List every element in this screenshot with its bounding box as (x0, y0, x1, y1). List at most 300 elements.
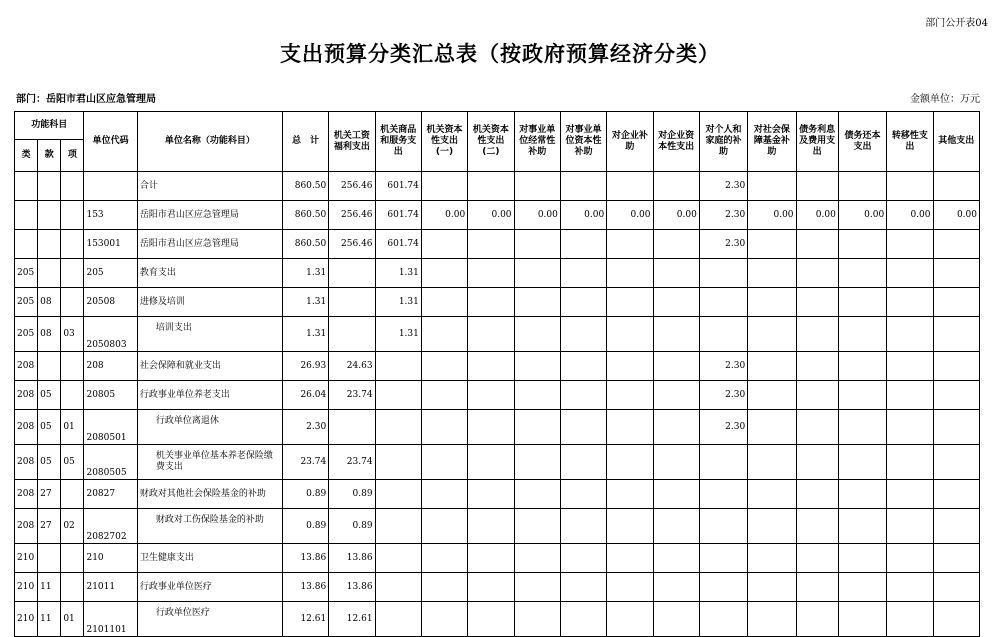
cell-value (607, 381, 653, 410)
cell-value: 256.46 (329, 201, 375, 230)
cell-value: 0.00 (421, 201, 467, 230)
cell-value (887, 352, 933, 381)
cell-value: 256.46 (329, 172, 375, 201)
cell-value (607, 544, 653, 573)
cell-value (607, 445, 653, 480)
cell-value (933, 317, 980, 352)
cell-value (421, 602, 467, 637)
cell-value (838, 288, 886, 317)
cell-value (838, 259, 886, 288)
cell-value: 0.00 (514, 201, 560, 230)
cell-value (329, 288, 375, 317)
cell-unit-code: 210 (84, 544, 137, 573)
cell-value (748, 544, 796, 573)
cell-value (748, 288, 796, 317)
cell-value (421, 259, 467, 288)
cell-xiang (61, 230, 84, 259)
cell-value (560, 352, 606, 381)
cell-kuan: 27 (38, 509, 61, 544)
cell-value (560, 445, 606, 480)
department-label: 部门：岳阳市君山区应急管理局 (16, 94, 156, 105)
table-row (15, 509, 980, 544)
cell-value (933, 259, 980, 288)
cell-lei (15, 201, 38, 230)
cell-value (699, 544, 747, 573)
cell-value (514, 410, 560, 445)
cell-unit-name: 教育支出 (137, 259, 282, 288)
cell-value: 13.86 (329, 544, 375, 573)
cell-value (933, 381, 980, 410)
cell-value (887, 445, 933, 480)
header-col: 对事业单位资本性补助 (560, 112, 606, 172)
expenditure-table (14, 111, 980, 637)
cell-value (653, 573, 699, 602)
cell-value: 2.30 (699, 352, 747, 381)
cell-value (468, 288, 514, 317)
cell-kuan: 08 (38, 288, 61, 317)
cell-value (375, 480, 421, 509)
cell-kuan: 11 (38, 602, 61, 637)
cell-value (468, 544, 514, 573)
cell-value (468, 410, 514, 445)
cell-value (653, 544, 699, 573)
form-number: 部门公开表04 (925, 18, 988, 29)
cell-value (421, 288, 467, 317)
cell-value (514, 317, 560, 352)
cell-kuan: 08 (38, 317, 61, 352)
cell-value (796, 544, 838, 573)
cell-unit-name: 行政单位离退休 (137, 410, 282, 445)
cell-value (748, 352, 796, 381)
cell-value (421, 480, 467, 509)
cell-value: 0.00 (887, 201, 933, 230)
cell-value (607, 352, 653, 381)
header-unit-name: 单位名称（功能科目） (137, 112, 282, 172)
cell-lei: 208 (15, 352, 38, 381)
cell-value: 2.30 (699, 230, 747, 259)
header-func-subject: 功能科目 (15, 112, 84, 140)
cell-value (838, 445, 886, 480)
cell-value (514, 381, 560, 410)
cell-kuan (38, 201, 61, 230)
cell-value (933, 573, 980, 602)
table-row (15, 230, 980, 259)
table-row (15, 480, 980, 509)
cell-total: 860.50 (282, 230, 328, 259)
cell-value: 0.00 (933, 201, 980, 230)
cell-total: 23.74 (282, 445, 328, 480)
cell-value (514, 352, 560, 381)
cell-value (607, 288, 653, 317)
cell-value (796, 509, 838, 544)
cell-lei: 208 (15, 381, 38, 410)
cell-value (560, 259, 606, 288)
cell-value (375, 410, 421, 445)
cell-value (699, 259, 747, 288)
cell-value (560, 602, 606, 637)
cell-value (468, 259, 514, 288)
cell-unit-code: 20827 (84, 480, 137, 509)
cell-value (933, 288, 980, 317)
cell-value (653, 172, 699, 201)
cell-xiang (61, 381, 84, 410)
cell-value (560, 172, 606, 201)
header-col: 机关资本性支出(一) (421, 112, 467, 172)
cell-total: 26.93 (282, 352, 328, 381)
cell-value: 2.30 (699, 381, 747, 410)
header-col: 对企业补助 (607, 112, 653, 172)
cell-value (887, 230, 933, 259)
cell-value (887, 544, 933, 573)
cell-lei: 208 (15, 480, 38, 509)
cell-xiang (61, 573, 84, 602)
cell-kuan: 27 (38, 480, 61, 509)
cell-value (653, 317, 699, 352)
table-row (15, 602, 980, 637)
cell-kuan (38, 352, 61, 381)
cell-value (933, 172, 980, 201)
header-col: 对企业资本性支出 (653, 112, 699, 172)
cell-value (607, 259, 653, 288)
cell-value (560, 317, 606, 352)
cell-total: 0.89 (282, 480, 328, 509)
cell-total: 26.04 (282, 381, 328, 410)
table-row (15, 445, 980, 480)
cell-value (838, 410, 886, 445)
cell-xiang: 03 (61, 317, 84, 352)
cell-value (653, 480, 699, 509)
cell-value (838, 381, 886, 410)
cell-value (514, 230, 560, 259)
cell-value (838, 480, 886, 509)
cell-value (748, 602, 796, 637)
cell-lei: 205 (15, 317, 38, 352)
cell-value (699, 509, 747, 544)
cell-value (421, 445, 467, 480)
cell-kuan: 05 (38, 381, 61, 410)
cell-value (653, 410, 699, 445)
cell-value (514, 480, 560, 509)
cell-value (421, 573, 467, 602)
cell-xiang (61, 480, 84, 509)
cell-value (514, 509, 560, 544)
cell-value: 13.86 (329, 573, 375, 602)
cell-unit-code: 21011 (84, 573, 137, 602)
cell-value (560, 573, 606, 602)
cell-xiang (61, 172, 84, 201)
cell-value (560, 288, 606, 317)
cell-kuan (38, 172, 61, 201)
cell-value: 0.00 (748, 201, 796, 230)
cell-value: 24.63 (329, 352, 375, 381)
cell-value (887, 602, 933, 637)
cell-total: 1.31 (282, 259, 328, 288)
cell-xiang (61, 201, 84, 230)
cell-value (933, 410, 980, 445)
header-col: 对个人和家庭的补助 (699, 112, 747, 172)
cell-value (421, 352, 467, 381)
cell-value (560, 480, 606, 509)
cell-kuan (38, 259, 61, 288)
cell-value (375, 509, 421, 544)
cell-kuan: 11 (38, 573, 61, 602)
cell-total: 0.89 (282, 509, 328, 544)
cell-unit-name: 行政事业单位养老支出 (137, 381, 282, 410)
cell-value (796, 410, 838, 445)
cell-value (838, 544, 886, 573)
cell-unit-name: 合计 (137, 172, 282, 201)
cell-unit-name: 培训支出 (137, 317, 282, 352)
cell-xiang: 01 (61, 602, 84, 637)
cell-value (653, 381, 699, 410)
cell-value (748, 445, 796, 480)
cell-value (607, 602, 653, 637)
cell-value (796, 602, 838, 637)
cell-xiang (61, 352, 84, 381)
cell-value (933, 602, 980, 637)
cell-xiang: 01 (61, 410, 84, 445)
cell-lei: 205 (15, 288, 38, 317)
cell-value (375, 573, 421, 602)
cell-value (933, 544, 980, 573)
cell-value (887, 381, 933, 410)
table-row (15, 259, 980, 288)
cell-value (468, 352, 514, 381)
cell-value (468, 573, 514, 602)
cell-lei: 208 (15, 445, 38, 480)
cell-kuan: 05 (38, 445, 61, 480)
cell-value (653, 509, 699, 544)
cell-total: 860.50 (282, 172, 328, 201)
cell-value (838, 602, 886, 637)
amount-unit-label: 金额单位：万元 (910, 94, 980, 105)
cell-value (796, 381, 838, 410)
cell-total: 2.30 (282, 410, 328, 445)
cell-kuan (38, 230, 61, 259)
cell-value (748, 230, 796, 259)
cell-value (887, 259, 933, 288)
cell-value (421, 230, 467, 259)
cell-unit-code: 2101101 (84, 602, 137, 637)
cell-value: 0.00 (560, 201, 606, 230)
cell-value (699, 317, 747, 352)
cell-value (421, 381, 467, 410)
cell-value (838, 230, 886, 259)
cell-value (748, 259, 796, 288)
cell-value: 0.00 (838, 201, 886, 230)
cell-total: 13.86 (282, 573, 328, 602)
header-col: 债务利息及费用支出 (796, 112, 838, 172)
cell-xiang: 02 (61, 509, 84, 544)
cell-unit-code: 2080501 (84, 410, 137, 445)
cell-lei: 210 (15, 573, 38, 602)
cell-value (933, 480, 980, 509)
cell-value (933, 445, 980, 480)
cell-value (699, 573, 747, 602)
cell-value (468, 172, 514, 201)
cell-value: 0.89 (329, 509, 375, 544)
cell-xiang (61, 259, 84, 288)
cell-unit-code: 153 (84, 201, 137, 230)
cell-value (560, 544, 606, 573)
cell-value (560, 509, 606, 544)
cell-value (838, 509, 886, 544)
cell-value: 601.74 (375, 230, 421, 259)
cell-total: 1.31 (282, 317, 328, 352)
cell-value (796, 480, 838, 509)
cell-lei: 208 (15, 509, 38, 544)
cell-value (748, 410, 796, 445)
cell-lei: 210 (15, 544, 38, 573)
cell-value: 2.30 (699, 201, 747, 230)
cell-value (933, 230, 980, 259)
cell-value (514, 445, 560, 480)
cell-unit-name: 行政事业单位医疗 (137, 573, 282, 602)
cell-value: 1.31 (375, 259, 421, 288)
cell-value (421, 317, 467, 352)
cell-lei: 205 (15, 259, 38, 288)
cell-value (653, 352, 699, 381)
cell-value (514, 172, 560, 201)
cell-value (468, 381, 514, 410)
cell-value (653, 445, 699, 480)
cell-lei: 210 (15, 602, 38, 637)
cell-value (560, 230, 606, 259)
cell-value (796, 288, 838, 317)
cell-value (514, 602, 560, 637)
cell-lei: 208 (15, 410, 38, 445)
cell-value: 1.31 (375, 317, 421, 352)
cell-value (468, 602, 514, 637)
cell-value (933, 509, 980, 544)
cell-value (468, 317, 514, 352)
cell-value (748, 509, 796, 544)
cell-value (748, 480, 796, 509)
cell-unit-code: 20508 (84, 288, 137, 317)
cell-value: 2.30 (699, 172, 747, 201)
cell-unit-code: 205 (84, 259, 137, 288)
cell-value (887, 509, 933, 544)
cell-value: 23.74 (329, 381, 375, 410)
cell-value (375, 381, 421, 410)
cell-value (887, 410, 933, 445)
cell-unit-name: 岳阳市君山区应急管理局 (137, 201, 282, 230)
header-col: 机关资本性支出(二) (468, 112, 514, 172)
cell-value (838, 317, 886, 352)
cell-unit-name: 财政对其他社会保险基金的补助 (137, 480, 282, 509)
cell-value (887, 573, 933, 602)
cell-value (838, 573, 886, 602)
cell-kuan (38, 544, 61, 573)
table-row (15, 201, 980, 230)
cell-value (468, 445, 514, 480)
cell-value (375, 352, 421, 381)
cell-value (796, 573, 838, 602)
cell-unit-name: 财政对工伤保险基金的补助 (137, 509, 282, 544)
header-unit-code: 单位代码 (84, 112, 137, 172)
cell-value (653, 259, 699, 288)
cell-value (375, 602, 421, 637)
cell-unit-code: 2080505 (84, 445, 137, 480)
cell-total: 1.31 (282, 288, 328, 317)
table-row (15, 317, 980, 352)
header-lei: 类 (15, 140, 38, 172)
cell-value: 0.00 (607, 201, 653, 230)
cell-value (887, 317, 933, 352)
table-row (15, 172, 980, 201)
cell-value: 0.00 (796, 201, 838, 230)
cell-value (468, 230, 514, 259)
cell-value: 0.00 (653, 201, 699, 230)
table-row (15, 352, 980, 381)
table-row (15, 544, 980, 573)
cell-value (838, 172, 886, 201)
header-col: 债务还本支出 (838, 112, 886, 172)
cell-value (887, 288, 933, 317)
cell-value (514, 259, 560, 288)
cell-value (421, 544, 467, 573)
cell-value (796, 317, 838, 352)
cell-lei (15, 230, 38, 259)
cell-value: 601.74 (375, 172, 421, 201)
cell-value (653, 288, 699, 317)
cell-value: 256.46 (329, 230, 375, 259)
cell-unit-code: 153001 (84, 230, 137, 259)
cell-value: 0.00 (468, 201, 514, 230)
cell-unit-name: 岳阳市君山区应急管理局 (137, 230, 282, 259)
cell-value (748, 381, 796, 410)
cell-kuan: 05 (38, 410, 61, 445)
cell-value (748, 317, 796, 352)
cell-value (699, 445, 747, 480)
cell-value (607, 480, 653, 509)
cell-value (421, 509, 467, 544)
header-total: 总 计 (282, 112, 328, 172)
cell-value (796, 230, 838, 259)
cell-value (468, 480, 514, 509)
cell-unit-name: 行政单位医疗 (137, 602, 282, 637)
cell-value (653, 230, 699, 259)
header-col: 其他支出 (933, 112, 980, 172)
cell-unit-name: 机关事业单位基本养老保险缴费支出 (137, 445, 282, 480)
header-col: 机关工资福利支出 (329, 112, 375, 172)
cell-value: 0.89 (329, 480, 375, 509)
table-row (15, 381, 980, 410)
header-col: 对社会保障基金补助 (748, 112, 796, 172)
cell-value (514, 573, 560, 602)
cell-unit-code: 208 (84, 352, 137, 381)
cell-value (468, 509, 514, 544)
cell-value (375, 445, 421, 480)
cell-value (329, 410, 375, 445)
header-col: 对事业单位经常性补助 (514, 112, 560, 172)
cell-value (329, 317, 375, 352)
cell-value (653, 602, 699, 637)
cell-value: 23.74 (329, 445, 375, 480)
table-row (15, 410, 980, 445)
cell-unit-code: 2082702 (84, 509, 137, 544)
header-kuan: 款 (38, 140, 61, 172)
cell-value (607, 410, 653, 445)
cell-value (421, 410, 467, 445)
cell-value: 2.30 (699, 410, 747, 445)
cell-value (748, 172, 796, 201)
cell-unit-code (84, 172, 137, 201)
cell-unit-name: 进修及培训 (137, 288, 282, 317)
cell-value (699, 480, 747, 509)
cell-total: 13.86 (282, 544, 328, 573)
cell-value (748, 573, 796, 602)
